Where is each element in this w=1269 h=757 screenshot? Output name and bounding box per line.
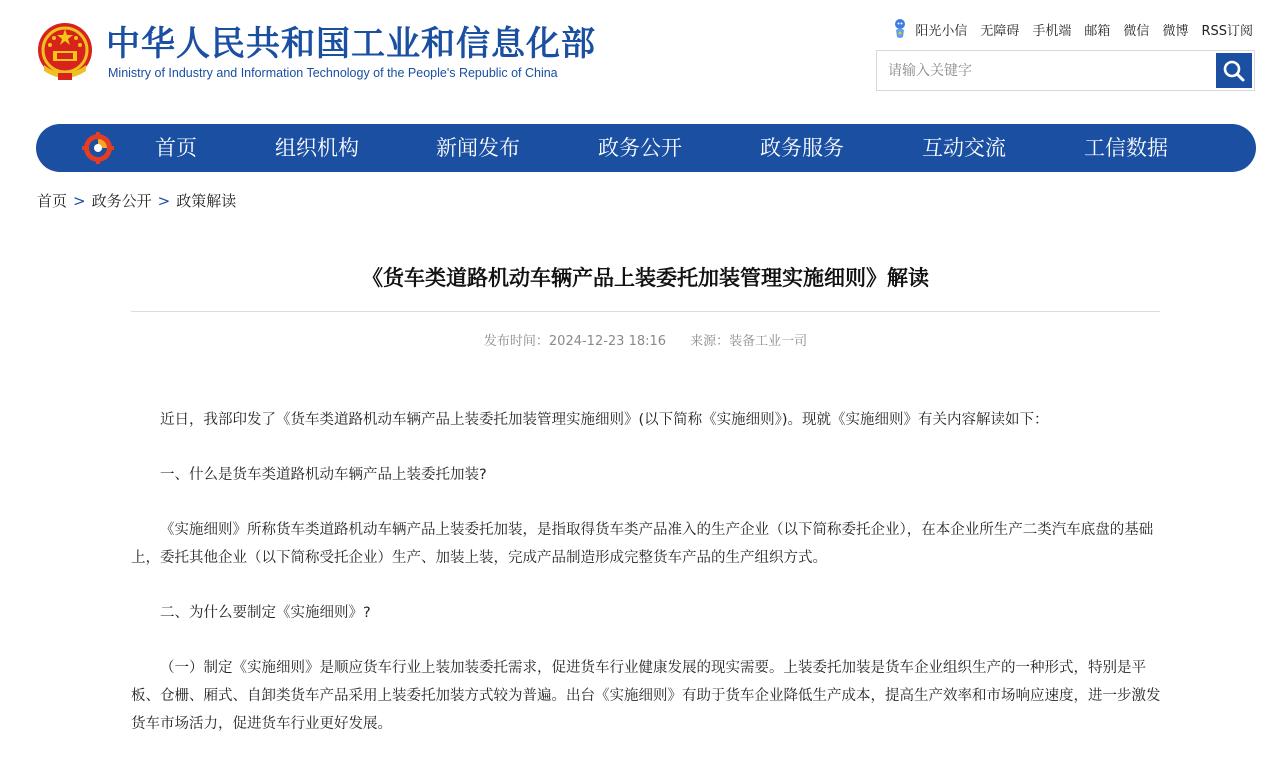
- publish-time: 发布时间：2024-12-23 18:16: [483, 334, 667, 349]
- article-title: 《货车类道路机动车辆产品上装委托加装管理实施细则》解读: [362, 266, 929, 290]
- top-link-rss[interactable]: RSS订阅: [1201, 23, 1253, 39]
- top-link-weibo[interactable]: 微博: [1162, 23, 1189, 39]
- breadcrumb-policy-interpretation[interactable]: 政策解读: [176, 192, 237, 210]
- breadcrumb-separator: >: [157, 192, 171, 210]
- title-divider: [131, 311, 1160, 312]
- article-paragraph: （一）制定《实施细则》是顺应货车行业上装加装委托需求，促进货车行业健康发展的现实需要。上装委托加装是货车企业组织生产的一种形式，特别是平板、仓栅、厢式、自卸类货车产品采用上装委托加装方式较为普遍。出台《实施细则》有助于货车企业降低生产成本，提高生产效率和市场响应速度，进一步激发货车市场活力，促进货车行业更好发展。: [131, 660, 1161, 732]
- article-paragraph: 近日，我部印发了《货车类道路机动车辆产品上装委托加装管理实施细则》(以下简称《实施细则》)。现就《实施细则》有关内容解读如下：: [160, 412, 1049, 428]
- nav-item-home[interactable]: 首页: [155, 136, 197, 160]
- breadcrumb-home[interactable]: 首页: [37, 192, 68, 210]
- sunshine-mascot-icon: [893, 18, 907, 40]
- nav-item-interaction[interactable]: 互动交流: [922, 136, 1006, 160]
- main-nav: [36, 124, 1256, 172]
- breadcrumb-gov-affairs[interactable]: 政务公开: [91, 192, 152, 210]
- article-paragraph: 《实施细则》所称货车类道路机动车辆产品上装委托加装，是指取得货车类产品准入的生产企业（以下简称委托企业），在本企业所生产二类汽车底盘的基础上，委托其他企业（以下简称受托企业）生产、加装上装，完成产品制造形成完整货车产品的生产组织方式。: [131, 522, 1154, 566]
- article-source: 来源：装备工业一司: [690, 334, 808, 349]
- top-link-wechat[interactable]: 微信: [1123, 23, 1150, 39]
- site-title: 中华人民共和国工业和信息化部: [106, 24, 596, 64]
- top-link-mobile[interactable]: 手机端: [1032, 23, 1072, 39]
- search-input[interactable]: [877, 51, 1216, 90]
- breadcrumb: [37, 190, 236, 211]
- search-button[interactable]: [1216, 53, 1252, 88]
- article-section-heading: 一、什么是货车类道路机动车辆产品上装委托加装?: [160, 467, 487, 483]
- miit-logo-icon: [82, 132, 114, 164]
- top-link-mail[interactable]: 邮箱: [1084, 23, 1111, 39]
- top-link-accessibility[interactable]: 无障碍: [980, 23, 1020, 39]
- nav-item-organization[interactable]: 组织机构: [275, 136, 359, 160]
- article-body: [131, 406, 1163, 757]
- search-icon: [1222, 59, 1246, 83]
- top-links: [880, 18, 1253, 40]
- nav-item-data[interactable]: 工信数据: [1084, 136, 1168, 160]
- nav-item-gov-affairs[interactable]: 政务公开: [598, 136, 682, 160]
- nav-item-gov-services[interactable]: 政务服务: [760, 136, 844, 160]
- article-section-heading: 二、为什么要制定《实施细则》?: [160, 605, 371, 621]
- nav-item-news[interactable]: 新闻发布: [436, 136, 520, 160]
- article-meta: [131, 330, 1160, 349]
- site-subtitle: Ministry of Industry and Information Technology of the People's Republic of China: [108, 66, 558, 80]
- search-box: [876, 50, 1255, 91]
- breadcrumb-separator: >: [73, 192, 86, 210]
- top-link-sunshine[interactable]: [893, 18, 967, 40]
- national-emblem-icon: [36, 21, 94, 83]
- top-link-label: 阳光小信: [915, 23, 968, 39]
